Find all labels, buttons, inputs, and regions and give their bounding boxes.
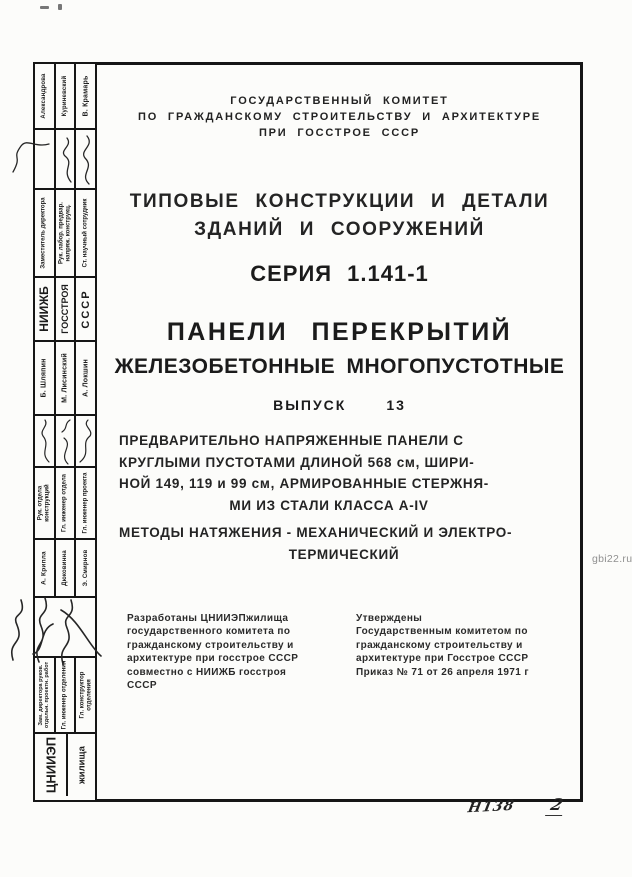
stamp-cell	[35, 540, 56, 596]
approver-name: Куриневский	[62, 75, 68, 117]
stamp-cell	[35, 416, 56, 466]
methods-line: ТЕРМИЧЕСКИЙ	[288, 547, 400, 562]
approved-by-block	[356, 612, 574, 679]
title-block-stamp	[33, 62, 97, 802]
committee-line: ПРИ ГОССТРОЕ СССР	[258, 127, 421, 139]
person-name: Э. Смирнов	[82, 549, 89, 587]
stamp-row-cniiep-titles2	[35, 658, 95, 734]
main-title-line2: ЖЕЛЕЗОБЕТОННЫЕ МНОГОПУСТОТНЫЕ	[114, 355, 565, 378]
stamp-cell	[76, 658, 95, 732]
series-heading-line: ТИПОВЫЕ КОНСТРУКЦИИ И ДЕТАЛИ	[129, 191, 550, 212]
job-title: Рук. лабор. предвар. напряж. конструкц.	[58, 202, 71, 264]
developed-by-line: Разработаны ЦНИИЭПжилища	[127, 613, 289, 624]
signature-mark	[57, 134, 77, 186]
stamp-cell	[35, 64, 56, 128]
stamp-cell	[35, 130, 56, 188]
stamp-row-niizhb-titles	[35, 190, 95, 278]
org-name: НИИЖБ	[37, 286, 52, 332]
org-name: жилища	[76, 746, 87, 784]
stamp-cell	[35, 278, 56, 340]
person-name: М. Лисинский	[61, 353, 69, 403]
job-title: Заместитель директора	[40, 197, 47, 269]
stamp-row-cniiep-org	[35, 734, 95, 796]
job-title: Ст. научный сотрудник	[82, 198, 89, 268]
org-name: СССР	[79, 289, 92, 329]
stamp-cell	[56, 658, 77, 732]
committee-line: ПО ГРАЖДАНСКОМУ СТРОИТЕЛЬСТВУ И АРХИТЕКТУРЕ	[137, 111, 542, 123]
series-heading	[96, 188, 583, 244]
stamp-cell	[35, 468, 56, 538]
stamp-row-signatures-large	[35, 598, 95, 658]
person-name: А. Крипла	[40, 551, 48, 585]
issue-line	[96, 397, 583, 413]
person-name: Дюковинна	[62, 550, 68, 586]
stamp-row-approver-names	[35, 64, 95, 130]
stamp-row-niizhb-org	[35, 278, 95, 342]
stamp-cell	[76, 278, 95, 340]
developed-by-line: государственного комитета по	[127, 626, 291, 638]
signature-mark	[76, 418, 96, 466]
stamp-cell	[35, 734, 68, 796]
developed-by-line: СССР	[127, 680, 157, 692]
approved-by-line: гражданскому строительству и	[356, 639, 523, 651]
signature-mark	[35, 418, 55, 466]
approved-by-line: архитектуре при Госстрое СССР	[356, 653, 529, 665]
org-name: ГОССТРОЯ	[60, 284, 70, 334]
series-heading-line: ЗДАНИЙ И СООРУЖЕНИЙ	[194, 219, 485, 240]
stamp-cell	[76, 416, 95, 466]
signature-mark	[77, 132, 97, 188]
approver-name: Александрова	[41, 73, 48, 119]
issue-number: 13	[386, 397, 406, 413]
series-number: СЕРИЯ 1.141-1	[250, 261, 429, 286]
stamp-cell	[76, 468, 95, 538]
job-title: Гл. конструктор отделения	[78, 671, 92, 719]
scan-speck	[58, 4, 62, 10]
job-title: Гл. инженер отдела	[61, 473, 68, 533]
approved-by-line: Утверждены	[356, 613, 423, 624]
stamp-cell	[56, 130, 77, 188]
stamp-row-signatures	[35, 130, 95, 190]
stamp-cell	[56, 468, 77, 538]
methods-line: МЕТОДЫ НАТЯЖЕНИЯ - МЕХАНИЧЕСКИЙ И ЭЛЕКТРО-	[119, 525, 513, 540]
org-name: ЦНИИЭП	[43, 736, 58, 794]
committee-line: ГОСУДАРСТВЕННЫЙ КОМИТЕТ	[230, 95, 449, 107]
person-name: А. Локшин	[82, 359, 90, 397]
stamp-cell	[76, 540, 95, 596]
approved-by-line: Приказ № 71 от 26 апреля 1971 г	[356, 666, 529, 678]
stamp-cell	[35, 658, 56, 732]
stamp-cell	[35, 598, 95, 656]
stamp-cell	[56, 540, 77, 596]
site-watermark: gbi22.ru	[592, 553, 632, 565]
description-line: ПРЕДВАРИТЕЛЬНО НАПРЯЖЕННЫЕ ПАНЕЛИ С	[119, 433, 464, 448]
stamp-cell	[56, 190, 77, 276]
job-title: Рук. отдела конструкций	[37, 484, 51, 522]
stamp-row-niizhb-names	[35, 342, 95, 416]
stamp-cell	[56, 278, 77, 340]
handwritten-inventory-number: Н138	[466, 797, 516, 817]
stamp-cell	[68, 734, 95, 796]
handwritten-page-number: 2	[545, 795, 568, 816]
scan-speck	[40, 6, 49, 9]
description-line: НОЙ 149, 119 и 99 см, АРМИРОВАННЫЕ СТЕРЖНЯ-	[119, 476, 489, 491]
stamp-cell	[76, 190, 95, 276]
main-title-line1: ПАНЕЛИ ПЕРЕКРЫТИЙ	[166, 318, 513, 346]
signature-mark	[56, 418, 76, 466]
description-line: МИ ИЗ СТАЛИ КЛАССА А-IV	[229, 497, 429, 513]
developed-by-line: гражданскому строительству и	[127, 639, 294, 651]
developed-by-block	[127, 612, 339, 692]
stamp-cell	[76, 342, 95, 414]
stamp-row-cniiep-titles	[35, 468, 95, 540]
stamp-cell	[76, 64, 95, 128]
description-paragraph	[119, 430, 539, 516]
stamp-cell	[56, 416, 77, 466]
signature-mark	[9, 134, 55, 186]
issue-label: ВЫПУСК	[273, 397, 347, 413]
stamp-cell	[76, 130, 95, 188]
stamp-row-signatures	[35, 416, 95, 468]
job-title: Гл. инженер проекта	[82, 472, 89, 534]
committee-header	[96, 93, 583, 141]
methods-paragraph	[119, 522, 569, 566]
developed-by-line: архитектуре при госстрое СССР	[127, 653, 299, 665]
stamp-cell	[56, 342, 77, 414]
stamp-cell	[35, 342, 56, 414]
approved-by-line: Государственным комитетом по	[356, 626, 528, 638]
job-title: Гл. инженер отделения	[61, 660, 68, 730]
stamp-cell	[56, 64, 77, 128]
stamp-cell	[35, 190, 56, 276]
job-title: Зам. директора руков. отдельн. проектн. работ	[38, 661, 51, 729]
developed-by-line: совместно с НИИЖБ госстроя	[127, 666, 287, 678]
approver-name: В. Крамарь	[82, 75, 90, 117]
person-name: Б. Шляпин	[40, 358, 48, 398]
description-line: КРУГЛЫМИ ПУСТОТАМИ ДЛИНОЙ 568 см, ШИРИ-	[119, 454, 475, 470]
